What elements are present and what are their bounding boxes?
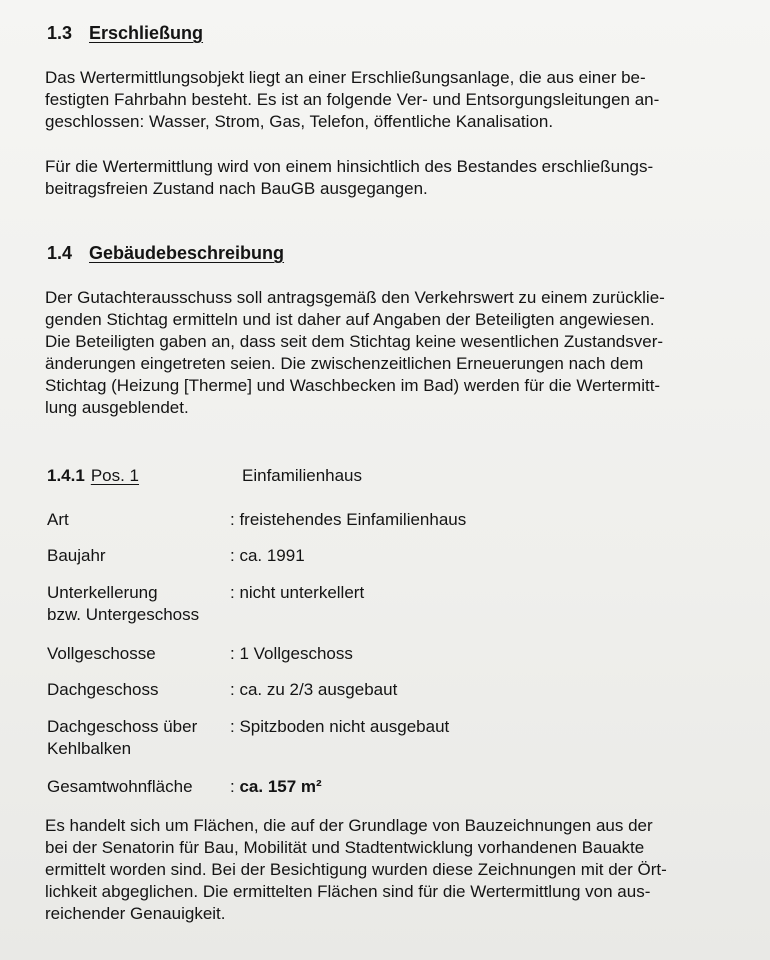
row-value: : Spitzboden nicht ausgebaut bbox=[230, 717, 450, 736]
text-line: Es handelt sich um Flächen, die auf der Grundlage von Bauzeichnungen aus der bbox=[45, 816, 653, 835]
row-label bbox=[47, 716, 230, 760]
row-label-line: Dachgeschoss über bbox=[47, 717, 198, 736]
position-heading bbox=[47, 465, 149, 487]
closing-paragraph bbox=[45, 815, 745, 925]
row-art bbox=[47, 509, 466, 531]
row-label: Dachgeschoss bbox=[47, 680, 159, 699]
section-number: 1.3 bbox=[47, 23, 73, 43]
section-heading-1-3 bbox=[47, 22, 203, 44]
row-label: Art bbox=[47, 510, 69, 529]
text-line: reichender Genauigkeit. bbox=[45, 904, 226, 923]
section-number: 1.4 bbox=[47, 243, 73, 263]
text-line: Der Gutachterausschuss soll antragsgemäß den Verkehrswert zu einem zurücklie- bbox=[45, 288, 665, 307]
row-label-line: bzw. Untergeschoss bbox=[47, 605, 200, 624]
row-vollgeschosse bbox=[47, 643, 353, 665]
row-label-line: Kehlbalken bbox=[47, 739, 132, 758]
text-line: bei der Senatorin für Bau, Mobilität und Stadtentwicklung vorhandenen Bauakte bbox=[45, 838, 645, 857]
text-line: Das Wertermittlungsobjekt liegt an einer Erschließungsanlage, die aus einer be- bbox=[45, 68, 646, 87]
wohnflaeche-value: ca. 157 m² bbox=[239, 777, 322, 796]
row-label: Baujahr bbox=[47, 546, 106, 565]
text-line: festigten Fahrbahn besteht. Es ist an folgende Ver- und Entsorgungsleitungen an- bbox=[45, 90, 660, 109]
row-label-line: Unterkellerung bbox=[47, 583, 158, 602]
text-line: beitragsfreien Zustand nach BauGB ausgegangen. bbox=[45, 179, 428, 198]
section-title: Gebäudebeschreibung bbox=[89, 243, 285, 263]
row-dachgeschoss bbox=[47, 679, 397, 701]
text-line: Für die Wertermittlung wird von einem hinsichtlich des Bestandes erschließungs- bbox=[45, 157, 654, 176]
row-label bbox=[47, 582, 230, 626]
row-value: : nicht unterkellert bbox=[230, 583, 365, 602]
row-value: : ca. 1991 bbox=[230, 546, 305, 565]
row-value: : 1 Vollgeschoss bbox=[230, 644, 353, 663]
text-line: lichkeit abgeglichen. Die ermittelten Flächen sind für die Wertermittlung von aus- bbox=[45, 882, 651, 901]
gebaeude-paragraph bbox=[45, 287, 745, 419]
text-line: änderungen eingetreten seien. Die zwischenzeitlichen Erneuerungen nach dem bbox=[45, 354, 644, 373]
erschliessung-paragraph bbox=[45, 67, 745, 133]
text-line: ermittelt worden sind. Bei der Besichtigung wurden diese Zeichnungen mit der Ört- bbox=[45, 860, 667, 879]
section-heading-1-4 bbox=[47, 242, 284, 264]
text-line: geschlossen: Wasser, Strom, Gas, Telefon, öffentliche Kanalisation. bbox=[45, 112, 554, 131]
text-line: lung ausgeblendet. bbox=[45, 398, 189, 417]
row-baujahr bbox=[47, 545, 305, 567]
row-value: : ca. zu 2/3 ausgebaut bbox=[230, 680, 398, 699]
position-value: Einfamilienhaus bbox=[242, 466, 363, 485]
text-line: genden Stichtag ermitteln und ist daher auf Angaben der Beteiligten angewiesen. bbox=[45, 310, 655, 329]
text-line: Die Beteiligten gaben an, dass seit dem Stichtag keine wesentlichen Zustandsver- bbox=[45, 332, 664, 351]
row-kehlbalken bbox=[47, 716, 449, 760]
row-value: : freistehendes Einfamilienhaus bbox=[230, 510, 467, 529]
row-label: Vollgeschosse bbox=[47, 644, 156, 663]
row-colon: : bbox=[230, 777, 235, 796]
text-line: Stichtag (Heizung [Therme] und Waschbecken im Bad) werden für die Wertermitt- bbox=[45, 376, 661, 395]
section-title: Erschließung bbox=[89, 23, 204, 43]
row-wohnflaeche bbox=[47, 776, 322, 798]
position-number: 1.4.1 bbox=[47, 466, 85, 485]
row-label: Gesamtwohnfläche bbox=[47, 777, 193, 796]
position-label: Pos. 1 bbox=[90, 466, 140, 485]
row-unterkellerung bbox=[47, 582, 364, 626]
row-value bbox=[230, 776, 322, 798]
beitrag-paragraph bbox=[45, 156, 745, 200]
